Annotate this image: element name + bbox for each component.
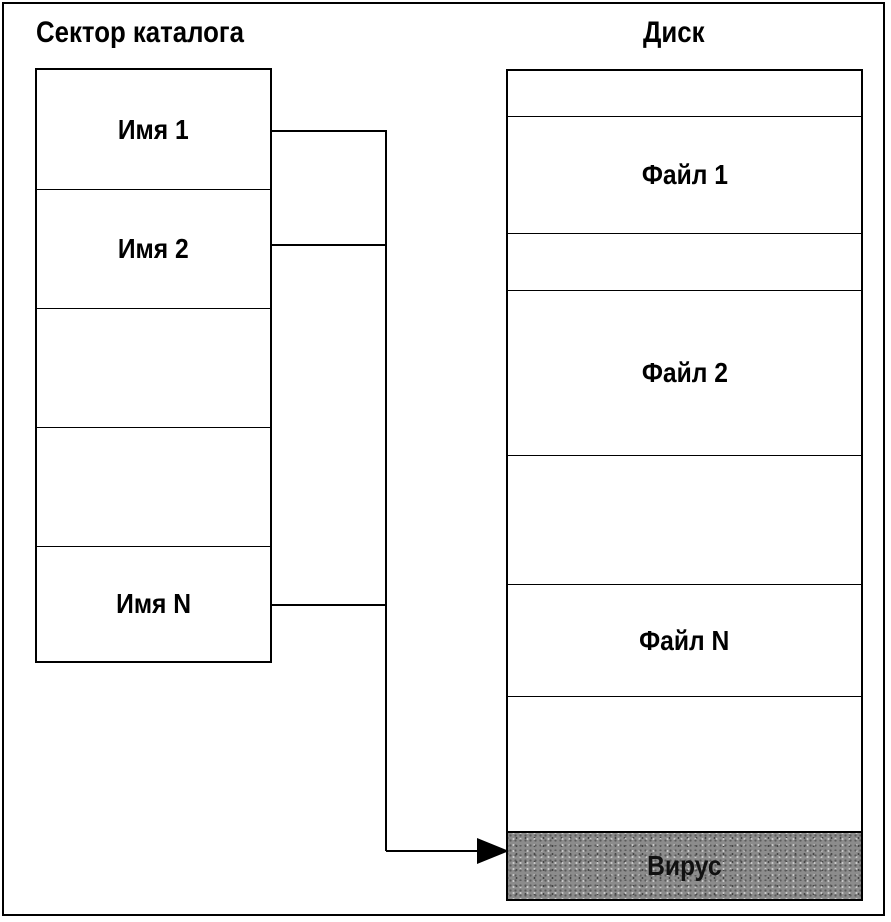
catalog-entry: Имя 1	[118, 113, 189, 145]
disk-block: Файл N	[508, 584, 861, 696]
catalog-title: Сектор каталога	[36, 16, 245, 49]
disk-title: Диск	[643, 16, 705, 49]
disk-block: Файл 1	[508, 116, 861, 233]
virus-block: Вирус	[508, 831, 861, 899]
disk-block: Файл 2	[508, 290, 861, 455]
catalog-entry: Имя 2	[37, 189, 270, 308]
connector-name-1	[272, 131, 386, 851]
catalog-entry: Имя N	[37, 546, 270, 661]
arrowhead-icon	[477, 838, 509, 864]
